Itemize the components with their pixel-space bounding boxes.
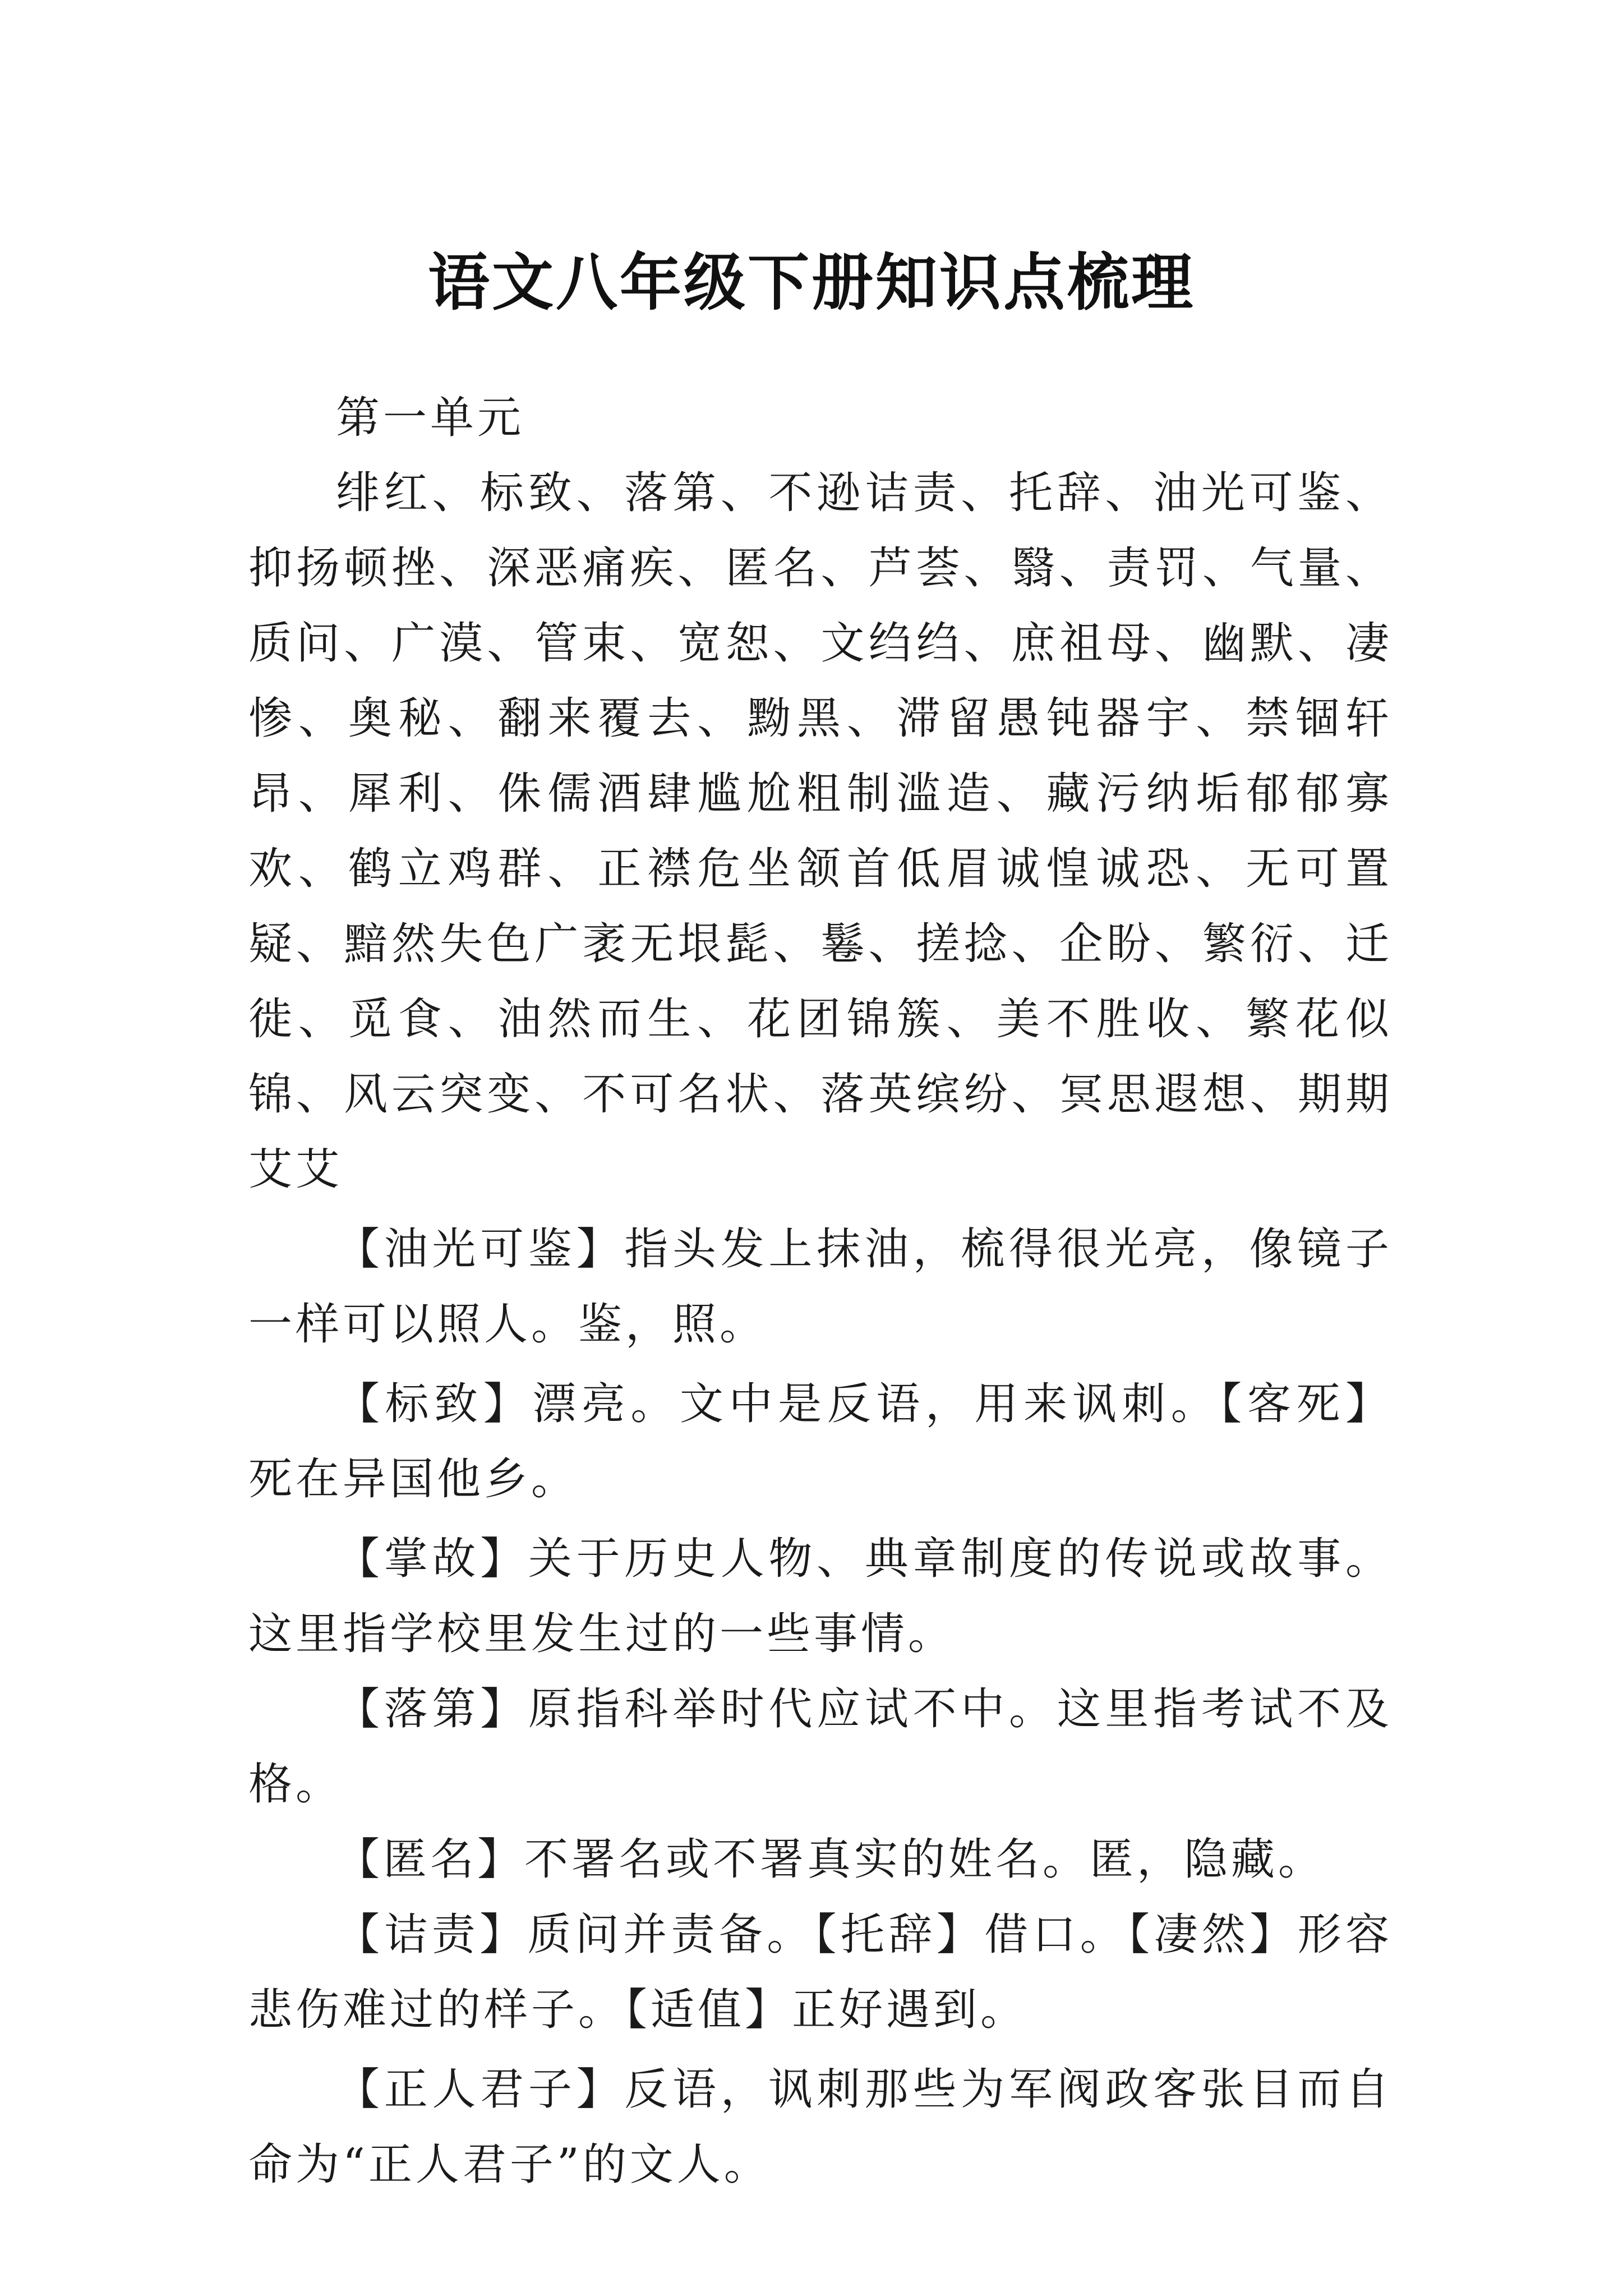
definition-paragraph: 【掌故】关于历史人物、典章制度的传说或故事。这里指学校里发生过的一些事情。 bbox=[248, 1534, 1393, 1659]
definition-paragraph: 【正人君子】反语，讽刺那些为军阀政客张目而自命为“正人君子”的文人。 bbox=[248, 2064, 1393, 2190]
section-heading: 第一单元 bbox=[336, 393, 525, 443]
document-body bbox=[248, 380, 1393, 2202]
document-title: 语文八年级下册知识点梳理 bbox=[428, 246, 1195, 319]
vocabulary-list: 绯红、标致、落第、不逊诘责、托辞、油光可鉴、抑扬顿挫、深恶痛疾、匿名、芦荟、翳、责罚、气量、质问、广漠、管束、宽恕、文绉绉、庶祖母、幽默、凄惨、奥秘、翻来覆去、黝黑、滞留愚钝器宇、禁锢轩昂、犀利、侏儒酒肆尴尬粗制滥造、藏污纳垢郁郁寡欢、鹤立鸡群、正襟危坐颔首低眉诚惶诚恐、无可置疑、黯然失色广袤无垠髭、鬈、搓捻、企盼、繁衍、迁徙、觅食、油然而生、花团锦簇、美不胜收、繁花似锦、风云突变、不可名状、落英缤纷、冥思遐想、期期艾艾 bbox=[248, 468, 1393, 1195]
definition-paragraph: 【落第】原指科举时代应试不中。这里指考试不及格。 bbox=[248, 1684, 1393, 1810]
definition-paragraph: 【油光可鉴】指头发上抹油，梳得很光亮，像镜子一样可以照人。鉴，照。 bbox=[248, 1224, 1393, 1350]
definition-paragraph: 【诘责】质问并责备。【托辞】借口。【凄然】形容悲伤难过的样子。【适值】正好遇到。 bbox=[248, 1910, 1393, 2035]
definition-paragraph: 【标致】漂亮。文中是反语，用来讽刺。【客死】死在异国他乡。 bbox=[248, 1379, 1393, 1504]
definition-paragraph: 【匿名】不署名或不署真实的姓名。匿，隐藏。 bbox=[336, 1834, 1326, 1885]
